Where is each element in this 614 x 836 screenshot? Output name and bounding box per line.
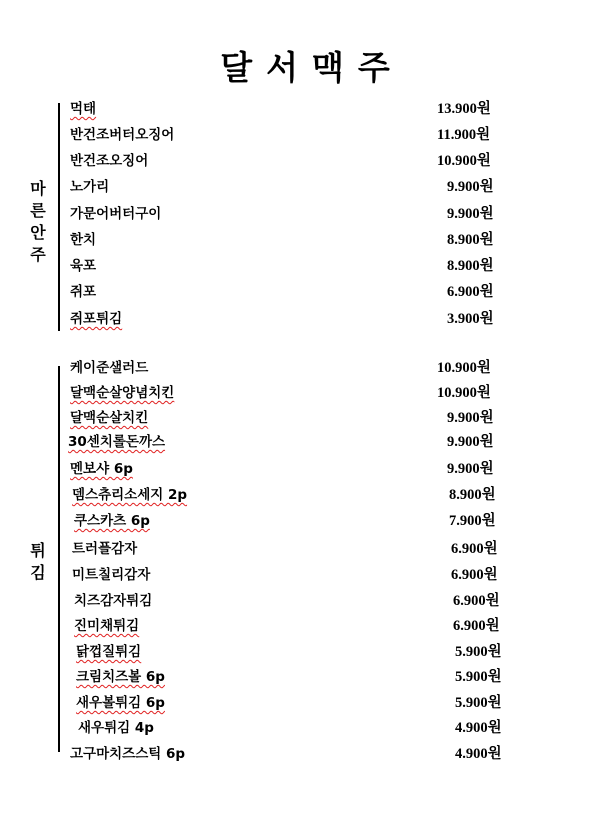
menu-item-price: 10.900원 (437, 385, 491, 401)
menu-item (0, 357, 614, 379)
menu-item (0, 615, 614, 637)
menu-item (0, 641, 614, 663)
menu-item-name: 반건조오징어 (70, 153, 149, 169)
menu-item-name: 30센치롤돈까스 (68, 434, 166, 450)
menu-item-price: 10.900원 (437, 153, 491, 169)
menu-item-price: 6.900원 (453, 618, 500, 634)
menu-item (0, 124, 614, 146)
menu-item-price: 11.900원 (437, 127, 491, 143)
menu-item-price: 9.900원 (447, 410, 494, 426)
menu-item-name: 뎀스츄리소세지 2p (72, 487, 188, 503)
menu-item-price: 5.900원 (455, 644, 502, 660)
menu-item (0, 203, 614, 225)
menu-item-price: 9.900원 (447, 461, 494, 477)
menu-item-name: 쥐포튀김 (70, 311, 123, 327)
menu-item (0, 150, 614, 172)
menu-item-name: 쥐포 (70, 284, 97, 300)
menu-item-price: 6.900원 (451, 567, 498, 583)
menu-item-price: 8.900원 (447, 258, 494, 274)
menu-item (0, 431, 614, 453)
menu-item (0, 510, 614, 532)
menu-item-price: 13.900원 (437, 101, 491, 117)
menu-item-name: 가문어버터구이 (70, 206, 162, 222)
menu-item-name: 미트칠리감자 (72, 567, 151, 583)
menu-item-name: 진미채튀김 (74, 618, 140, 634)
section-label-char: 튀 (30, 541, 46, 560)
menu-item-price: 9.900원 (447, 179, 494, 195)
menu-item-price: 9.900원 (447, 434, 494, 450)
menu-item (0, 666, 614, 688)
section-label-char: 마 (30, 179, 46, 198)
menu-item (0, 590, 614, 612)
menu-item (0, 692, 614, 714)
menu-item-price: 6.900원 (447, 284, 494, 300)
menu-item-name: 노가리 (70, 179, 110, 195)
menu-item-name: 새우볼튀김 6p (76, 695, 165, 711)
menu-item-price: 5.900원 (455, 695, 502, 711)
menu-item-price: 10.900원 (437, 360, 491, 376)
menu-item-price: 6.900원 (451, 541, 498, 557)
menu-item (0, 407, 614, 429)
section-label-char: 김 (30, 563, 46, 582)
page-title: 달서맥주 (220, 48, 404, 87)
menu-item-price: 9.900원 (447, 206, 494, 222)
section-label-char: 른 (30, 201, 46, 220)
menu-item-price: 6.900원 (453, 593, 500, 609)
menu-item (0, 229, 614, 251)
section-label-char: 안 (30, 223, 46, 242)
menu-item (0, 484, 614, 506)
menu-item-name: 케이준샐러드 (70, 360, 149, 376)
menu-item (0, 281, 614, 303)
menu-item (0, 382, 614, 404)
menu-item-name: 트러플감자 (72, 541, 138, 557)
menu-item (0, 538, 614, 560)
menu-item-name: 치즈감자튀김 (74, 593, 153, 609)
menu-item (0, 717, 614, 739)
menu-item (0, 98, 614, 120)
menu-item (0, 743, 614, 765)
menu-item (0, 255, 614, 277)
menu-item-name: 한치 (70, 232, 97, 248)
menu-item-price: 8.900원 (449, 487, 496, 503)
menu-item-price: 4.900원 (455, 746, 502, 762)
menu-item-name: 쿠스카츠 6p (74, 513, 150, 529)
menu-item-name: 크림치즈볼 6p (76, 669, 165, 685)
menu-item-price: 4.900원 (455, 720, 502, 736)
menu-item (0, 176, 614, 198)
menu-item-name: 고구마치즈스틱 6p (70, 746, 186, 762)
menu-item (0, 458, 614, 480)
menu-item-name: 반건조버터오징어 (70, 127, 175, 143)
menu-item-price: 8.900원 (447, 232, 494, 248)
menu-item-name: 먹태 (70, 101, 97, 117)
menu-item-name: 달맥순살양념치킨 (70, 385, 175, 401)
menu-item-name: 멘보샤 6p (70, 461, 133, 477)
menu-item (0, 564, 614, 586)
menu-item (0, 308, 614, 330)
menu-item-price: 7.900원 (449, 513, 496, 529)
menu-item-name: 닭껍질튀김 (76, 644, 142, 660)
menu-item-price: 3.900원 (447, 311, 494, 327)
menu-item-name: 달맥순살치킨 (70, 410, 149, 426)
menu-item-name: 육포 (70, 258, 97, 274)
menu-item-name: 새우튀김 4p (78, 720, 154, 736)
menu-item-price: 5.900원 (455, 669, 502, 685)
section-label-char: 주 (30, 245, 46, 264)
